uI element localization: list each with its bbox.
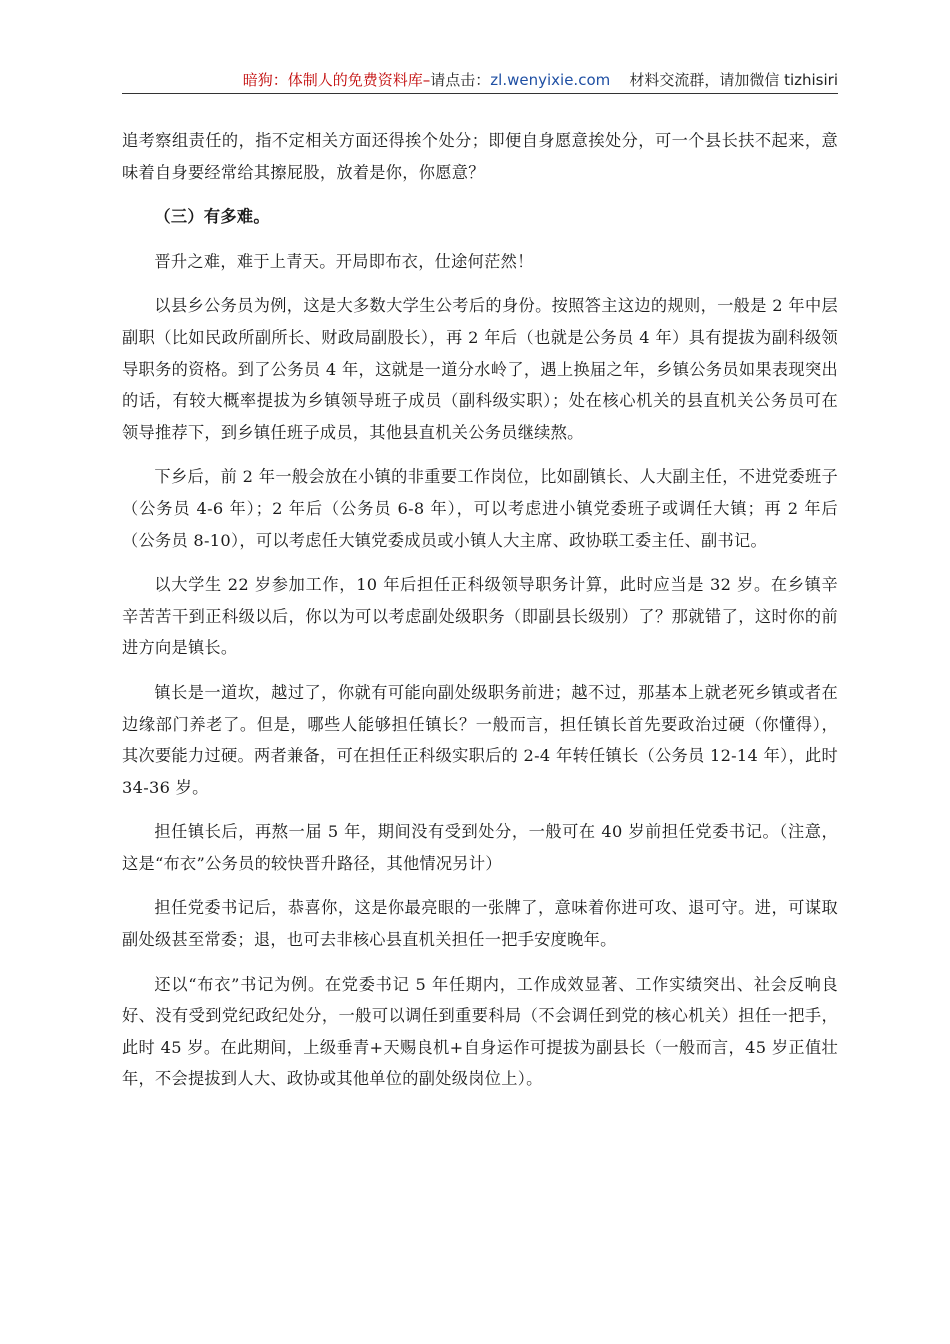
- paragraph: 镇长是一道坎，越过了，你就有可能向副处级职务前进；越不过，那基本上就老死乡镇或者在边缘部门养老了。但是，哪些人能够担任镇长？一般而言，担任镇长首先要政治过硬（你懂得），其次要能力过硬。两者兼备，可在担任正科级实职后的 2-4 年转任镇长（公务员 12-14 年），此时 34-36 岁。: [122, 682, 838, 797]
- header-wechat: 材料交流群，请加微信 tizhisiri: [629, 71, 838, 89]
- paragraph: 担任党委书记后，恭喜你，这是你最亮眼的一张牌了，意味着你进可攻、退可守。进，可谋取副处级甚至常委；退，也可去非核心县直机关担任一把手安度晚年。: [122, 898, 838, 950]
- document-body: [122, 125, 838, 1108]
- header-rule: [122, 93, 838, 94]
- paragraph: 还以“布衣”书记为例。在党委书记 5 年任期内，工作成效显著、工作实绩突出、社会反响良好、没有受到党纪政纪处分，一般可以调任到重要科局（不会调任到党的核心机关）担任一把手，此时 45 岁。在此期间，上级垂青+天赐良机+自身运作可提拔为副县长（一般而言，45 岁正值壮年，不会提拔到人大、政协或其他单位的副处级岗位上）。: [122, 974, 838, 1089]
- header-brand: 暗狗：体制人的免费资料库: [242, 71, 423, 89]
- page-header: [122, 70, 838, 90]
- header-dash: –: [422, 71, 431, 89]
- paragraph: 追考察组责任的，指不定相关方面还得挨个处分；即便自身愿意挨处分，可一个县长扶不起来，意味着自身要经常给其擦屁股，放着是你，你愿意？: [122, 131, 838, 182]
- paragraph: 晋升之难，难于上青天。开局即布衣，仕途何茫然！: [154, 251, 534, 271]
- paragraph: 下乡后，前 2 年一般会放在小镇的非重要工作岗位，比如副镇长、人大副主任，不进党委班子（公务员 4-6 年）；2 年后（公务员 6-8 年），可以考虑进小镇党委班子或调任大镇；再 2 年后（公务员 8-10），可以考虑任大镇党委成员或小镇人大主席、政协联工委主任、副书记。: [122, 467, 838, 550]
- paragraph: 以县乡公务员为例，这是大多数大学生公考后的身份。按照答主这边的规则，一般是 2 年中层副职（比如民政所副所长、财政局副股长），再 2 年后（也就是公务员 4 年）具有提拔为副科级领导职务的资格。到了公务员 4 年，这就是一道分水岭了，遇上换届之年，乡镇公务员如果表现突出的话，有较大概率提拔为乡镇领导班子成员（副科级实职）；处在核心机关的县直机关公务员可在领导推荐下，到乡镇任班子成员，其他县直机关公务员继续熬。: [122, 296, 838, 442]
- header-url-link[interactable]: zl.wenyixie.com: [490, 71, 611, 89]
- paragraph: 以大学生 22 岁参加工作，10 年后担任正科级领导职务计算，此时应当是 32 岁。在乡镇辛辛苦苦干到正科级以后，你以为可以考虑副处级职务（即副县长级别）了？那就错了，这时你的前进方向是镇长。: [122, 575, 838, 658]
- section-heading: （三）有多难。: [154, 207, 270, 227]
- paragraph: 担任镇长后，再熬一届 5 年，期间没有受到处分，一般可在 40 岁前担任党委书记。（注意，这是“布衣”公务员的较快晋升路径，其他情况另计）: [122, 822, 838, 873]
- header-click-label: 请点击：: [430, 71, 491, 89]
